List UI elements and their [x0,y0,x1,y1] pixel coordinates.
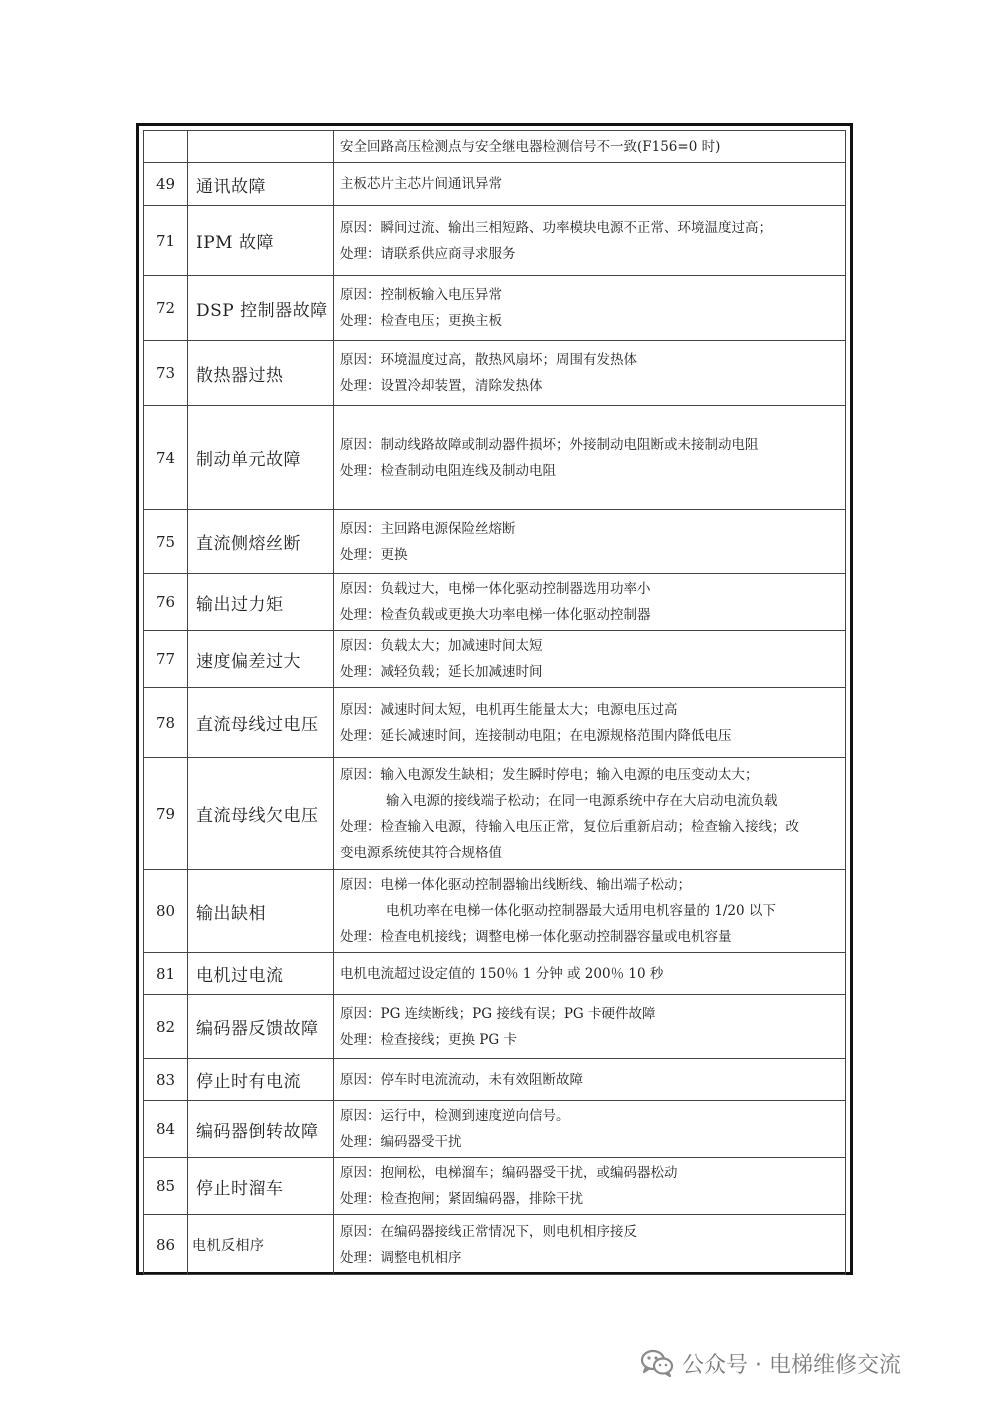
fault-table-frame [136,123,853,1275]
table-row [144,688,846,758]
table-row [144,510,846,574]
fault-name: 散热器过热 [188,341,334,406]
fault-name: 速度偏差过大 [188,631,334,688]
fault-description [334,1158,846,1215]
table-row [144,631,846,688]
watermark-text: 公众号 · 电梯维修交流 [682,1352,901,1378]
description-line: 原因：瞬间过流、输出三相短路、功率模块电源不正常、环境温度过高； [340,219,772,236]
table-row [144,1101,846,1158]
description-line: 原因：运行中，检测到速度逆向信号。 [340,1108,570,1124]
fault-code: 75 [144,510,188,574]
fault-code: 82 [144,995,188,1059]
fault-code: 73 [144,341,188,406]
fault-description [334,406,846,510]
description-line: 处理：检查制动电阻连线及制动电阻 [340,462,556,479]
description-line: 处理：检查输入电源，待输入电压正常，复位后重新启动；检查输入接线；改 [340,818,799,835]
description-line: 原因：控制板输入电压异常 [340,287,502,303]
fault-name: 编码器倒转故障 [188,1101,334,1158]
fault-code: 49 [144,163,188,206]
description-line: 处理：检查接线；更换 PG 卡 [340,1031,517,1048]
table-row [144,1158,846,1215]
table-row [144,574,846,631]
fault-code: 77 [144,631,188,688]
fault-code: 85 [144,1158,188,1215]
table-row [144,341,846,406]
table-row [144,758,846,870]
description-line: 输入电源的接线端子松动；在同一电源系统中存在大启动电流负载 [386,792,778,809]
description-line: 处理：更换 [340,546,408,563]
fault-name [188,131,334,163]
fault-description [334,131,846,163]
fault-name: 电机过电流 [188,953,334,995]
fault-description [334,163,846,206]
wechat-icon [640,1348,674,1378]
description-line: 处理：检查电机接线；调整电梯一体化驱动控制器容量或电机容量 [340,929,732,945]
fault-name: IPM 故障 [188,206,334,276]
fault-code [144,131,188,163]
description-line: 原因：负载过大，电梯一体化驱动控制器选用功率小 [340,581,651,597]
fault-description [334,341,846,406]
description-line: 电机功率在电梯一体化驱动控制器最大适用电机容量的 1/20 以下 [386,903,776,919]
fault-code-table [143,130,846,1275]
fault-name: 直流侧熔丝断 [188,510,334,574]
table-row [144,953,846,995]
fault-name: 直流母线欠电压 [188,758,334,870]
table-row [144,870,846,953]
table-row [144,276,846,341]
fault-name: 停止时溜车 [188,1158,334,1215]
fault-code: 74 [144,406,188,510]
description-line: 处理：调整电机相序 [340,1249,462,1266]
watermark [640,1345,970,1381]
description-line: 原因：环境温度过高，散热风扇坏；周围有发热体 [340,352,637,368]
description-line: 原因：输入电源发生缺相；发生瞬时停电；输入电源的电压变动太大； [340,766,759,783]
description-line: 处理：设置冷却装置，清除发热体 [340,378,543,394]
fault-code: 76 [144,574,188,631]
description-line: 主板芯片主芯片间通讯异常 [340,176,502,192]
fault-code: 72 [144,276,188,341]
fault-description [334,510,846,574]
fault-name: 直流母线过电压 [188,688,334,758]
fault-name: 停止时有电流 [188,1059,334,1101]
fault-name: 制动单元故障 [188,406,334,510]
fault-description [334,1215,846,1275]
fault-description [334,758,846,870]
description-line: 原因：减速时间太短，电机再生能量太大；电源电压过高 [340,701,678,718]
table-row [144,163,846,206]
fault-code: 78 [144,688,188,758]
fault-name: 输出过力矩 [188,574,334,631]
fault-name: 电机反相序 [188,1215,334,1275]
description-line: 原因：停车时电流流动，未有效阻断故障 [340,1071,583,1088]
fault-description [334,995,846,1059]
table-row [144,206,846,276]
table-row [144,131,846,163]
description-line: 原因：制动线路故障或制动器件损坏；外接制动电阻断或未接制动电阻 [340,436,759,453]
description-line: 变电源系统使其符合规格值 [340,844,502,861]
fault-name: 通讯故障 [188,163,334,206]
fault-code: 71 [144,206,188,276]
fault-name: 输出缺相 [188,870,334,953]
description-line: 处理：检查负载或更换大功率电梯一体化驱动控制器 [340,607,651,623]
description-line: 处理：减轻负载；延长加减速时间 [340,664,543,680]
description-line: 处理：请联系供应商寻求服务 [340,245,516,262]
description-line: 处理：编码器受干扰 [340,1134,462,1150]
fault-name: 编码器反馈故障 [188,995,334,1059]
fault-code: 83 [144,1059,188,1101]
description-line: 安全回路高压检测点与安全继电器检测信号不一致(F156=0 时) [340,138,721,155]
fault-description [334,1101,846,1158]
fault-code: 79 [144,758,188,870]
fault-description [334,631,846,688]
description-line: 原因：在编码器接线正常情况下，则电机相序接反 [340,1223,637,1240]
fault-code: 80 [144,870,188,953]
description-line: 电机电流超过设定值的 150％ 1 分钟 或 200％ 10 秒 [340,965,664,982]
description-line: 原因：抱闸松，电梯溜车；编码器受干扰，或编码器松动 [340,1165,678,1181]
fault-description [334,870,846,953]
fault-description [334,688,846,758]
fault-description [334,276,846,341]
fault-code: 84 [144,1101,188,1158]
fault-description [334,206,846,276]
fault-code: 86 [144,1215,188,1275]
fault-code: 81 [144,953,188,995]
description-line: 原因：电梯一体化驱动控制器输出线断线、输出端子松动； [340,877,691,893]
fault-name: DSP 控制器故障 [188,276,334,341]
description-line: 处理：延长减速时间，连接制动电阻；在电源规格范围内降低电压 [340,727,732,744]
table-row [144,995,846,1059]
fault-description [334,574,846,631]
fault-description [334,1059,846,1101]
table-row [144,406,846,510]
description-line: 原因：主回路电源保险丝熔断 [340,520,516,537]
description-line: 处理：检查电压；更换主板 [340,313,502,329]
description-line: 处理：检查抱闸；紧固编码器，排除干扰 [340,1191,583,1207]
table-row [144,1215,846,1275]
description-line: 原因：负载太大；加减速时间太短 [340,638,543,654]
fault-description [334,953,846,995]
table-row [144,1059,846,1101]
description-line: 原因：PG 连续断线；PG 接线有误；PG 卡硬件故障 [340,1005,656,1022]
